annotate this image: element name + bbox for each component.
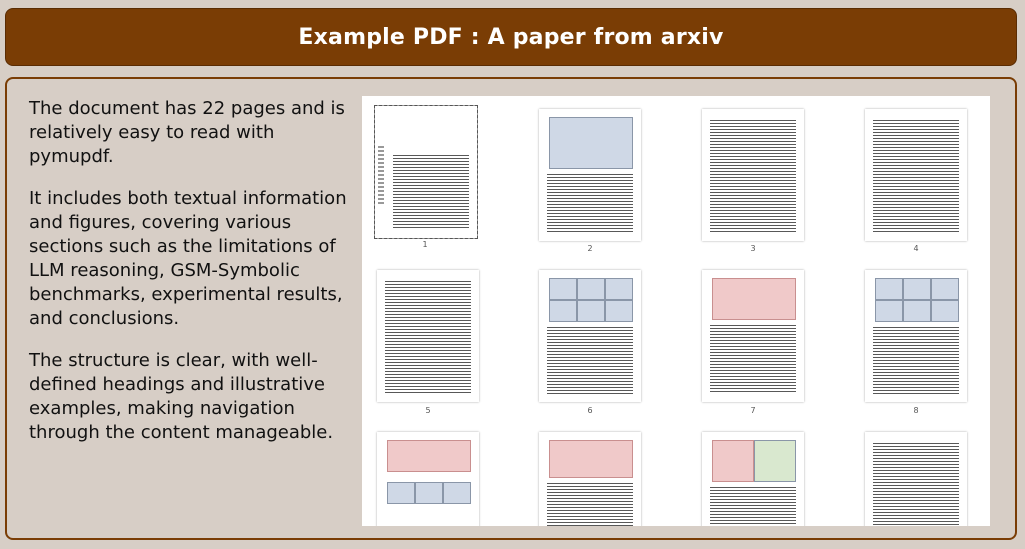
page-thumbnail-10[interactable] [539, 432, 641, 526]
description-paragraph-3: The structure is clear, with well-defined headings and illustrative examples, making navigation through the content manageable. [29, 350, 334, 443]
page-number-2: 2 [587, 244, 593, 253]
page-number-5: 5 [425, 406, 431, 415]
page-number-7: 7 [750, 406, 756, 415]
description-paragraph-1: The document has 22 pages and is relatively easy to read with pymupdf. [29, 98, 345, 167]
description-paragraph-2: It includes both textual information and figures, covering various sections such as the limitations of LLM reasoning, GSM-Symbolic benchmarks, experimental results, and conclusions. [29, 188, 347, 329]
page-thumbnail-4[interactable] [865, 109, 967, 241]
page-number-6: 6 [587, 406, 593, 415]
page-number-4: 4 [913, 244, 919, 253]
page-thumbnail-7[interactable] [702, 270, 804, 402]
page-number-1: 1 [422, 240, 428, 249]
page-thumbnail-8[interactable] [865, 270, 967, 402]
content-panel [5, 77, 1017, 540]
page-title: Example PDF : A paper from arxiv [298, 24, 724, 50]
page-thumbnail-3[interactable] [702, 109, 804, 241]
page-thumbnail-6[interactable] [539, 270, 641, 402]
description-text [29, 97, 349, 463]
header-banner [5, 8, 1017, 66]
page-thumbnail-2[interactable] [539, 109, 641, 241]
page-thumbnail-11[interactable] [702, 432, 804, 526]
page-number-8: 8 [913, 406, 919, 415]
page-thumbnail-5[interactable] [377, 270, 479, 402]
page-thumbnail-1[interactable] [374, 105, 478, 239]
pdf-thumbnail-grid [362, 96, 990, 526]
page-thumbnail-12[interactable] [865, 432, 967, 526]
figure-image [549, 117, 633, 169]
page-number-3: 3 [750, 244, 756, 253]
page-thumbnail-9[interactable] [377, 432, 479, 526]
